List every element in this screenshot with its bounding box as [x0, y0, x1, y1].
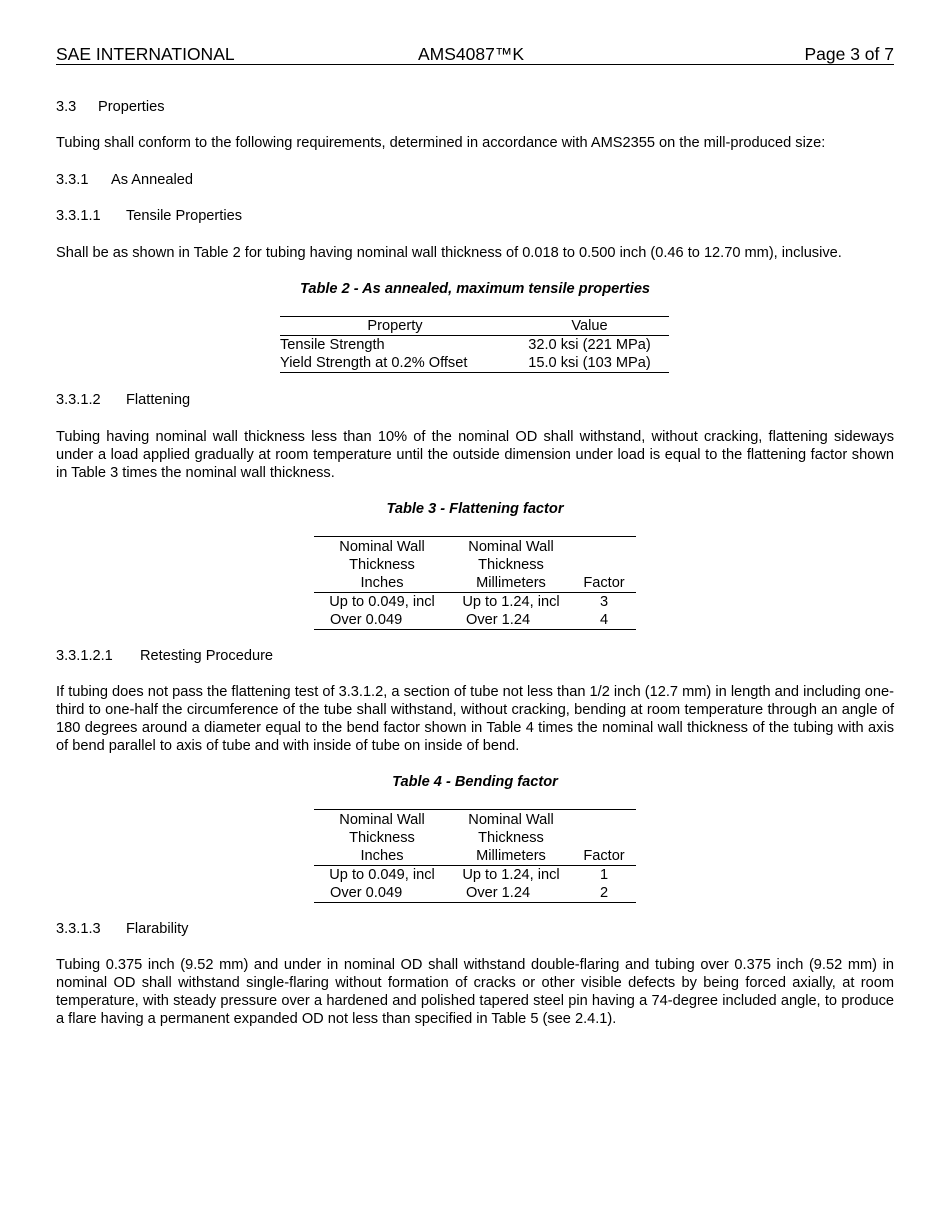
table4 [314, 809, 636, 903]
column-header [314, 537, 450, 593]
retesting-paragraph: If tubing does not pass the flattening test of 3.3.1.2, a section of tube not less than 1/2 inch (12.7 mm) in length and including one-third to one-half the circumference of the tube shall withstand, without cracking, bending at room temperature through an angle of 180 degrees around a diameter equal to the bend factor shown in Table 4 times the nominal wall thickness of the tubing with axis of bend parallel to axis of tube and with inside of tube on inside of bend. [56, 684, 894, 754]
table-cell: 1 [599, 867, 609, 883]
table-cell: 32.0 ksi (221 MPa) [528, 337, 651, 353]
table-row [314, 884, 636, 903]
section-title: Flarability [126, 921, 189, 937]
table-row [314, 866, 636, 885]
header-org: SAE INTERNATIONAL [56, 44, 235, 64]
header-line: Inches [360, 848, 404, 864]
flarability-paragraph: Tubing 0.375 inch (9.52 mm) and under in nominal OD shall withstand double-flaring and tubing over 0.375 inch (9.52 mm) in nominal OD shall withstand single-flaring without formation of cracks or other visible defects by being forced axially, at room temperature, with steady pressure over a hardened and polished tapered steel pin having a 74-degree included angle, to produce a flare having a permanent expanded OD not less than specified in Table 5 (see 2.4.1). [56, 957, 894, 1027]
header-doc-number: AMS4087™K [418, 44, 525, 64]
section-number: 3.3 [56, 99, 77, 115]
table-cell: Over 0.049 [330, 612, 403, 628]
flattening-paragraph: Tubing having nominal wall thickness less than 10% of the nominal OD shall withstand, without cracking, flattening sideways under a load applied gradually at room temperature until the outside dimension under load is equal to the flattening factor shown in Table 3 times the nominal wall thickness. [56, 429, 894, 481]
column-header [450, 537, 572, 593]
table-header-row [280, 317, 669, 336]
header-line: Millimeters [476, 575, 546, 591]
table3 [314, 536, 636, 630]
header-line: Millimeters [476, 848, 546, 864]
header-line: Nominal Wall [339, 539, 425, 555]
section-number: 3.3.1.2 [56, 392, 101, 408]
section-number: 3.3.1.2.1 [56, 648, 113, 664]
intro-paragraph: Tubing shall conform to the following requirements, determined in accordance with AMS2355 on the mill-produced size: [56, 135, 826, 151]
header-line: Thickness [478, 830, 544, 846]
section-heading-3-3-1-2-1 [56, 647, 894, 665]
header-line: Nominal Wall [468, 812, 554, 828]
section-number: 3.3.1.1 [56, 208, 101, 224]
table-cell: Up to 1.24, incl [462, 594, 560, 610]
section-heading-3-3 [56, 98, 894, 116]
table-row [280, 354, 669, 373]
section-title: As Annealed [111, 172, 193, 188]
table4-caption: Table 4 - Bending factor [392, 774, 558, 790]
column-header [572, 537, 636, 593]
header-line: Thickness [478, 557, 544, 573]
table-cell: Up to 1.24, incl [462, 867, 560, 883]
column-header [572, 810, 636, 866]
header-line: Nominal Wall [468, 539, 554, 555]
section-title: Properties [98, 99, 165, 115]
header-line: Nominal Wall [339, 812, 425, 828]
section-number: 3.3.1.3 [56, 921, 101, 937]
section-heading-3-3-1-1 [56, 207, 894, 225]
section-heading-3-3-1 [56, 171, 894, 189]
section-heading-3-3-1-3 [56, 920, 894, 938]
column-header [314, 810, 450, 866]
table-header-row [314, 537, 636, 593]
table-cell: 3 [599, 594, 609, 610]
table-cell: Tensile Strength [280, 337, 385, 353]
section-heading-3-3-1-2 [56, 391, 894, 409]
section-title: Retesting Procedure [140, 648, 274, 664]
table-cell: Over 1.24 [466, 885, 531, 901]
tensile-paragraph: Shall be as shown in Table 2 for tubing having nominal wall thickness of 0.018 to 0.500 inch (0.46 to 12.70 mm), inclusive. [56, 245, 842, 261]
header-line: Factor [583, 848, 625, 864]
table-cell: Over 0.049 [330, 885, 403, 901]
table-header-row [314, 810, 636, 866]
table-cell: 2 [599, 885, 609, 901]
page-header [56, 44, 894, 65]
table-row [314, 593, 636, 612]
table2 [280, 316, 669, 373]
table2-caption: Table 2 - As annealed, maximum tensile properties [299, 281, 651, 297]
column-header: Value [510, 317, 669, 336]
table-cell: 4 [599, 612, 609, 628]
column-header [450, 810, 572, 866]
table3-caption: Table 3 - Flattening factor [386, 501, 564, 517]
section-title: Flattening [126, 392, 191, 408]
header-line: Thickness [349, 557, 415, 573]
table-cell: Over 1.24 [466, 612, 531, 628]
table-cell: Yield Strength at 0.2% Offset [280, 355, 468, 371]
header-line: Inches [360, 575, 404, 591]
header-line: Thickness [349, 830, 415, 846]
header-page-number: Page 3 of 7 [804, 44, 894, 64]
table-row [280, 336, 669, 355]
table-row [314, 611, 636, 630]
column-header: Property [280, 317, 510, 336]
table-cell: Up to 0.049, incl [329, 867, 435, 883]
table-cell: 15.0 ksi (103 MPa) [528, 355, 651, 371]
section-number: 3.3.1 [56, 172, 89, 188]
section-title: Tensile Properties [126, 208, 242, 224]
table-cell: Up to 0.049, incl [329, 594, 435, 610]
header-line: Factor [583, 575, 625, 591]
